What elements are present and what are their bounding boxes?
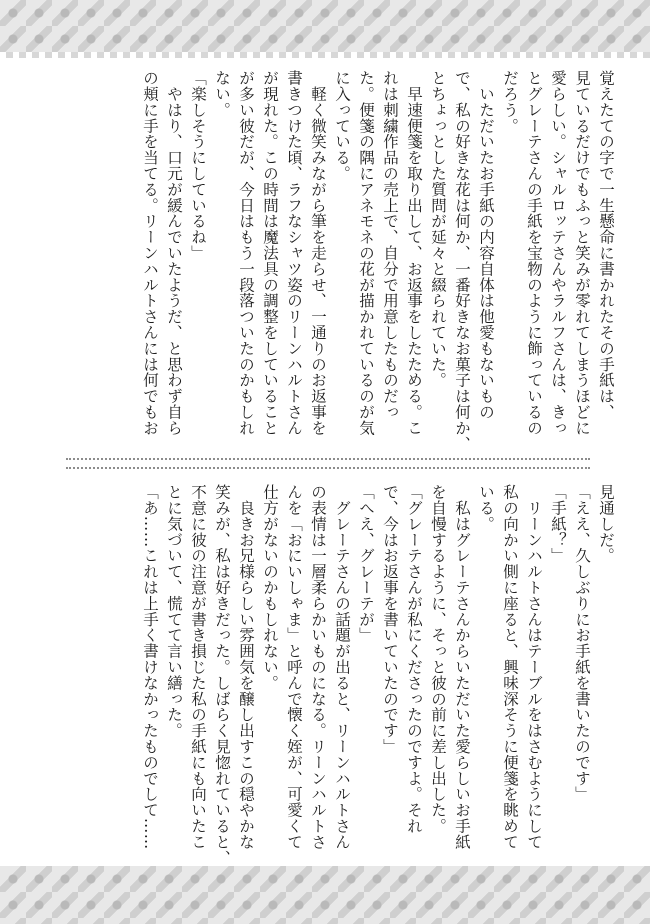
text-line: 良きお兄様らしい雰囲気を醸し出すこの穏やかな <box>237 484 255 850</box>
text-line: が多い彼だが、今日はもう一段落ついたのかもしれ <box>237 70 255 436</box>
text-line: 「へえ、グレーテが」 <box>357 484 375 643</box>
text-line: だろう。 <box>501 70 519 134</box>
upper-text-block <box>58 70 618 452</box>
text-line: んを「おにいしゃま」と呼んで懐く姪が、可愛くて <box>285 484 303 850</box>
text-line: リーンハルトさんはテーブルをはさむようにして <box>525 484 543 850</box>
top-border-lace-edge <box>0 52 650 58</box>
text-line: 私はグレーテさんからいただいた愛らしいお手紙 <box>453 484 471 850</box>
text-line: やはり、口元が緩んでいたようだ、と思わず自ら <box>165 70 183 436</box>
text-line: で、私の好きな花は何か、一番好きなお菓子は何か、 <box>453 70 471 452</box>
text-line: とちょっとした質問が延々と綴られていた。 <box>429 70 447 388</box>
section-divider <box>66 458 590 469</box>
text-line: 「手紙？」 <box>549 484 567 564</box>
text-line: の表情は一層柔らかいものになる。リーンハルトさ <box>309 484 327 850</box>
text-line: 笑みが、私は好きだった。しばらく見惚れていると、 <box>213 484 231 866</box>
text-line: 覚えたての字で一生懸命に書かれたその手紙は、 <box>597 70 615 420</box>
text-line: 書きつけた頃、ラフなシャツ姿のリーンハルトさん <box>285 70 303 436</box>
text-line: が現れた。この時間は魔法具の調整をしていること <box>261 70 279 436</box>
text-line: 愛らしい。シャルロッテさんやラルフさんは、きっ <box>549 70 567 436</box>
text-line: れは刺繍作品の売上で、自分で用意したものだっ <box>381 70 399 420</box>
text-line: 軽く微笑みながら筆を走らせ、一通りのお返事を <box>309 70 327 436</box>
text-line: 見ているだけでもふっと笑みが零れてしまうほどに <box>573 70 591 436</box>
text-line: 仕方がないのかもしれない。 <box>261 484 279 691</box>
text-line: グレーテさんの話題が出ると、リーンハルトさん <box>333 484 351 850</box>
text-line: 「ええ、久しぶりにお手紙を書いたのです」 <box>573 484 591 802</box>
text-line: 「あ……これは上手く書けなかったものでして…… <box>141 484 159 850</box>
text-line: いただいたお手紙の内容自体は他愛もないもの <box>477 70 495 420</box>
text-line: 「グレーテさんが私にくださったのですよ。それ <box>405 484 423 834</box>
text-line: の頬に手を当てる。リーンハルトさんには何でもお <box>141 70 159 436</box>
text-line: ない。 <box>213 70 231 118</box>
text-line: を自慢するように、そっと彼の前に差し出した。 <box>429 484 447 834</box>
text-line: いる。 <box>477 484 495 532</box>
text-line: 早速便箋を取り出して、お返事をしたためる。こ <box>405 70 423 436</box>
text-line: で、今はお返事を書いていたのです」 <box>381 484 399 755</box>
text-line: とに気づいて、慌てて言い繕った。 <box>165 484 183 739</box>
text-line: 不意に彼の注意が書き損じた私の手紙にも向いたこ <box>189 484 207 850</box>
text-line: とグレーテさんの手紙を宝物のように飾っているの <box>525 70 543 436</box>
text-line: た。便箋の隅にアネモネの花が描かれているのが気 <box>357 70 375 436</box>
text-line: に入っている。 <box>333 70 351 182</box>
text-line: 見通しだ。 <box>597 484 615 564</box>
text-line: 私の向かい側に座ると、興味深そうに便箋を眺めて <box>501 484 519 850</box>
top-ornamental-border <box>0 0 650 58</box>
text-line: 「楽しそうにしているね」 <box>189 70 207 261</box>
lower-text-block <box>58 484 618 866</box>
bottom-ornamental-border <box>0 866 650 924</box>
